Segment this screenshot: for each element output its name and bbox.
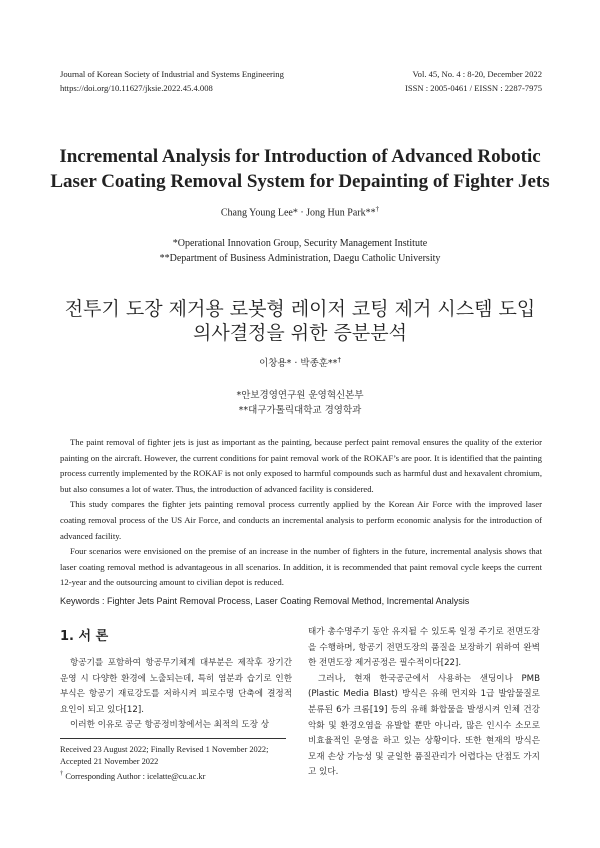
- right-paragraph-2: 그러나, 현재 한국공군에서 사용하는 샌딩이나 PMB (Plastic Media Blast) 방식은 유해 먼지와 1급 발암물질로 분류된 6가 크롬[19] 등의 유해 화합물을 발생시켜 인체 건강 악화 및 환경오염을 유발할 뿐만 아니라, 많은 인시수 소모로 비효율적인 운영을 하고 있는 상황이다. 또한 현재의 방식은 모재 손상 가능성 및 균일한 품질관리가 어렵다는 단점도 가지고 있다.: [308, 673, 540, 778]
- keywords-text: Fighter Jets Paint Removal Process, Laser Coating Removal Method, Incremental Analysis: [107, 596, 470, 606]
- journal-name: Journal of Korean Society of Industrial and Systems Engineering: [60, 69, 284, 79]
- abstract-paragraph-3: Four scenarios were envisioned on the premise of an increase in the number of fighters in the future, incremental analysis shows that laser coating removal method is advantageous in all scenarios. In addition, it is recommended that paint removal cycle keeps the current 12-year and the outsourcing amount to civilian depot is reduced.: [60, 546, 542, 588]
- affiliation-en-1: *Operational Innovation Group, Security Management Institute: [172, 238, 428, 249]
- affiliation-en-2: **Department of Business Administration, Daegu Catholic University: [159, 253, 441, 264]
- authors-en: [0, 205, 600, 218]
- keywords: [60, 596, 540, 606]
- affiliation-ko-1: *안보경영연구원 운영혁신본부: [236, 390, 364, 401]
- dagger-mark: †: [60, 770, 64, 777]
- section-paragraph-1: 항공기를 포함하여 항공무기체계 대부분은 제작후 장기간 운영 시 다양한 환경에 노출되는데, 특히 염분과 습기로 인한 부식은 항공기 재료강도를 저하시켜 피로수명 단축에 결정적 요인이 되고 있다[12].: [60, 658, 292, 715]
- left-column-text: [60, 656, 292, 734]
- title-ko-line2: 의사결정을 위한 증분분석: [193, 322, 407, 344]
- footnote: [60, 744, 300, 783]
- keywords-separator: :: [99, 596, 108, 606]
- corresponding-mark: †: [375, 205, 380, 213]
- received-date: Received 23 August 2022; Finally Revised 1 November 2022;: [60, 745, 269, 754]
- corresponding-mark-ko: †: [337, 355, 341, 364]
- abstract-paragraph-2: This study compares the fighter jets painting removal process currently applied by the Korean Air Force with the improved laser coating removal process of the US Air Force, and conducts an incremental analysis to perform economic analysis for the introduction of advanced facility.: [60, 499, 542, 541]
- accepted-date: Accepted 21 November 2022: [60, 757, 159, 766]
- abstract: [60, 435, 542, 591]
- affiliation-ko-2: **대구가톨릭대학교 경영학과: [238, 405, 362, 416]
- authors-en-names: Chang Young Lee* · Jong Hun Park**: [220, 207, 376, 219]
- footnote-divider: [60, 738, 286, 739]
- issn-info: ISSN : 2005-0461 / EISSN : 2287-7975: [404, 83, 542, 93]
- volume-info: Vol. 45, No. 4 : 8-20, December 2022: [412, 69, 542, 79]
- corresponding-author: [60, 768, 300, 783]
- title-en-line1: Incremental Analysis for Introduction of Advanced Robotic: [59, 146, 541, 167]
- authors-ko-names: 이창용* · 박종훈**: [259, 358, 338, 369]
- abstract-paragraph-1: The paint removal of fighter jets is just as important as the painting, because perfect paint removal ensures the quality of the exterior painting on the aircraft. However, the current conditions for paint removal work of the ROKAF’s are poor. It is identified that the painting process currently implemented by the ROKAF is not only exposed to harmful compounds such as harmful dust and hexavalent chromium, but also consumes a lot of water. Thus, the introduction of advanced facility is considered.: [60, 437, 542, 494]
- title-en-line2: Laser Coating Removal System for Depainting of Fighter Jets: [50, 171, 550, 192]
- section-heading: 1. 서 론: [60, 629, 109, 644]
- doi-link[interactable]: https://doi.org/10.11627/jksie.2022.45.4.008: [60, 83, 213, 93]
- corresponding-email: Corresponding Author : icelatte@cu.ac.kr: [63, 771, 206, 781]
- authors-ko: [0, 355, 600, 369]
- right-column-text: [308, 625, 540, 781]
- right-paragraph-1: 태가 총수명주기 동안 유지될 수 있도록 일정 주기로 전면도장을 수행하며, 항공기 전면도장의 품질을 보장하기 위하여 완벽한 전면도장 제거공정은 필수적이다[22].: [308, 627, 540, 669]
- section-paragraph-2: 이러한 이유로 공군 항공정비창에서는 최적의 도장 상: [70, 720, 270, 731]
- keywords-label: Keywords: [60, 596, 100, 606]
- title-ko-line1: 전투기 도장 제거용 로봇형 레이저 코팅 제거 시스템 도입: [64, 298, 536, 320]
